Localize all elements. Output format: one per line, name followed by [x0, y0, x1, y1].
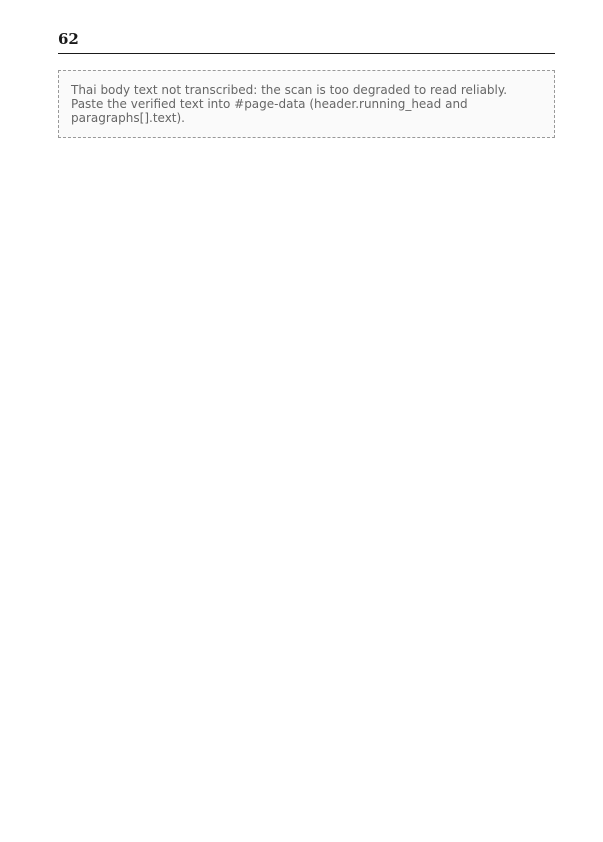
page-header [58, 30, 555, 54]
transcription-pending-note: Thai body text not transcribed: the scan is too degraded to read reliably. Paste the verified text into #page-data (header.running_head and paragraphs[].text). [58, 70, 555, 138]
page-number: 62 [58, 30, 79, 48]
